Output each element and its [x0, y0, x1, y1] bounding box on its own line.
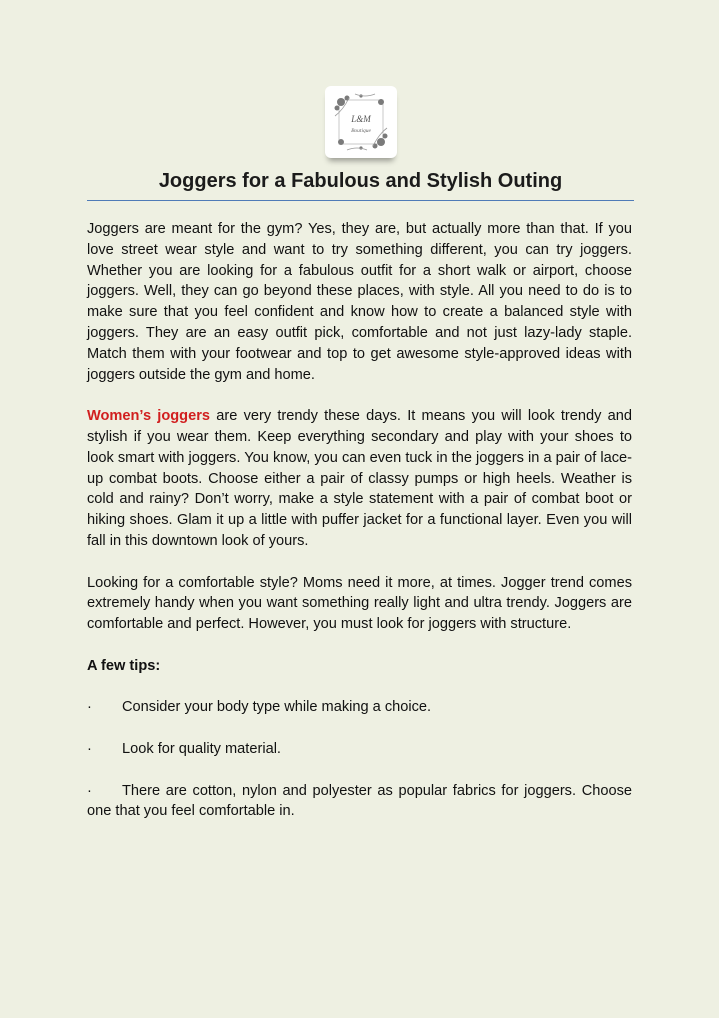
- bullet-text: Look for quality material.: [122, 740, 281, 757]
- bullet-marker: ·: [87, 782, 92, 799]
- bullet-text: Consider your body type while making a choice.: [122, 699, 432, 716]
- paragraph-womens-joggers: [87, 406, 632, 552]
- paragraph-intro: Joggers are meant for the gym? Yes, they are, but actually more than that. If you love street wear style and want to try something different, you can try joggers. Whether you are looking for a fabulous outfit for a short walk or airport, choose joggers. Well, they can go beyond these places, with style. All you need to do is to make sure that you feel confident and know how to create a balanced style with joggers. They are an easy outfit pick, comfortable and not just lazy-lady staple. Match them with your footwear and top to get awesome style-approved ideas with joggers outside the gym and home.: [87, 221, 632, 383]
- list-item: [87, 697, 632, 718]
- brand-logo: [325, 86, 397, 158]
- bullet-marker: ·: [87, 740, 92, 757]
- title-divider: [87, 200, 634, 201]
- list-item: [87, 781, 632, 823]
- logo-text-main: L&M: [351, 114, 371, 124]
- floral-wreath-icon: [325, 86, 397, 158]
- article-body: [87, 219, 632, 822]
- paragraph-comfort: Looking for a comfortable style? Moms need it more, at times. Jogger trend comes extremely handy when you want something really light and ultra trendy. Joggers are comfortable and perfect. However, you must look for joggers with structure.: [87, 574, 632, 633]
- paragraph-womens-joggers-text: are very trendy these days. It means you will look trendy and stylish if you wear them. Keep everything secondary and play with your shoes to look smart with joggers. You know, you can even tuck in the joggers in a pair of lace-up combat boots. Choose either a pair of classy pumps or high heels. Weather is cold and rainy? Don’t worry, make a style statement with a pair of combat boot or hiking shoes. Glam it up a little with puffer jacket for a functional layer. Even you will fall in this downtown look of yours.: [87, 408, 632, 549]
- womens-joggers-link[interactable]: Women’s joggers: [87, 408, 211, 425]
- logo-text-sub: Boutique: [351, 128, 371, 134]
- list-item: [87, 739, 632, 760]
- bullet-text: There are cotton, nylon and polyester as popular fabrics for joggers. Choose one that you feel comfortable in.: [87, 782, 632, 820]
- tips-heading: A few tips:: [87, 657, 161, 674]
- page-title: Joggers for a Fabulous and Stylish Outing: [158, 170, 563, 192]
- bullet-marker: ·: [87, 699, 92, 716]
